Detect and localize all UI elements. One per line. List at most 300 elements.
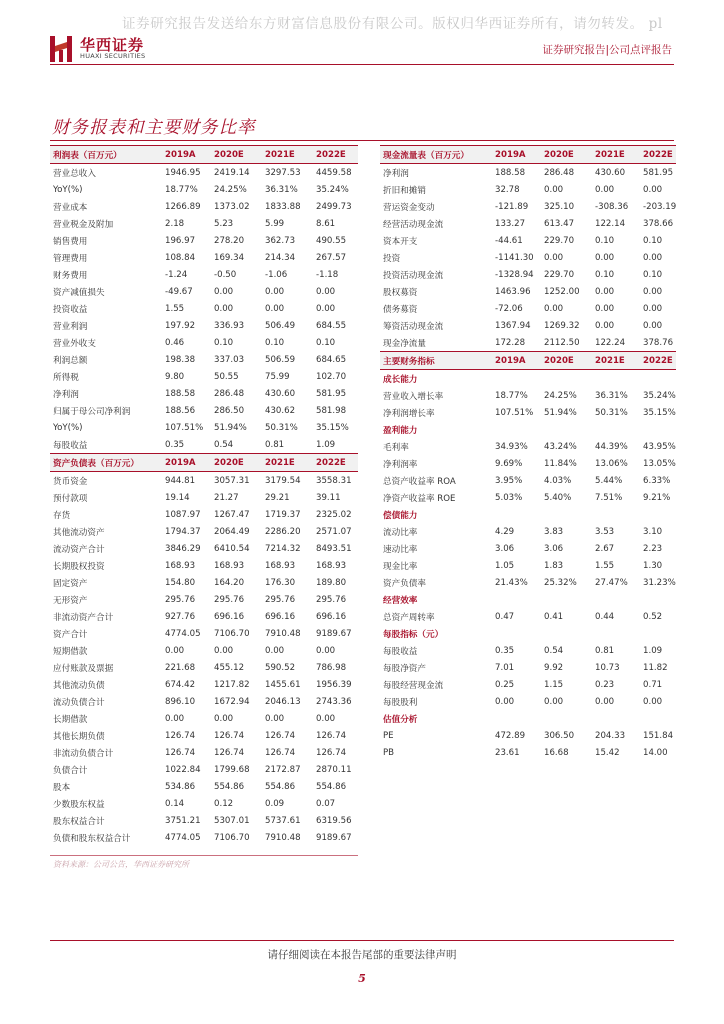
value-cell: 0.00 [595, 184, 615, 195]
table-row [380, 404, 676, 421]
value-cell: 0.00 [643, 320, 663, 331]
value-cell: 0.00 [595, 286, 615, 297]
value-cell: 4459.58 [316, 167, 352, 178]
value-cell: 1455.61 [265, 679, 301, 690]
table-row [50, 489, 358, 506]
value-cell: 286.48 [214, 388, 245, 399]
value-cell: 10.73 [595, 662, 620, 673]
value-cell [592, 370, 640, 388]
table-row [380, 164, 676, 182]
table-row [50, 591, 358, 608]
row-label-cell: 利润总额 [53, 355, 88, 366]
row-label-cell: 股东权益合计 [53, 816, 105, 827]
value-cell: 21.43% [495, 577, 528, 588]
value-cell: 1719.37 [265, 509, 301, 520]
table-row [380, 574, 676, 591]
value-cell: 278.20 [214, 235, 245, 246]
value-cell: 2020E [541, 146, 592, 164]
row-label-cell: 每股收益 [53, 440, 88, 451]
value-cell: 1946.95 [165, 167, 201, 178]
row-label-cell: 营业总收入 [53, 168, 96, 179]
table-row [380, 744, 676, 761]
row-label-cell: 投资收益 [53, 304, 88, 315]
value-cell: 0.10 [643, 235, 663, 246]
value-cell: 0.00 [643, 696, 663, 707]
value-cell: 0.00 [316, 303, 336, 314]
row-label-cell: 总资产收益率 ROA [383, 476, 456, 487]
value-cell: 204.33 [595, 730, 626, 741]
value-cell: 3.53 [595, 526, 615, 537]
value-cell [592, 506, 640, 523]
table-row [50, 761, 358, 778]
table-header-row [50, 146, 358, 164]
value-cell: 126.74 [265, 747, 296, 758]
value-cell: 286.48 [544, 167, 575, 178]
value-cell: 21.27 [214, 492, 239, 503]
value-cell: 4774.05 [165, 628, 201, 639]
value-cell: 2019A [492, 352, 541, 370]
value-cell: 1252.00 [544, 286, 580, 297]
value-cell [640, 710, 676, 727]
brand-name-cn: 华西证券 [80, 36, 145, 54]
table-header-row [380, 352, 676, 370]
row-label-cell: 股权募资 [383, 287, 418, 298]
value-cell: -1328.94 [495, 269, 534, 280]
value-cell: 2325.02 [316, 509, 352, 520]
table-row [380, 540, 676, 557]
value-cell: 8.61 [316, 218, 336, 229]
table-row [50, 300, 358, 317]
value-cell [640, 591, 676, 608]
value-cell: 896.10 [165, 696, 196, 707]
row-label-cell: 净利润增长率 [383, 408, 435, 419]
value-cell [592, 421, 640, 438]
value-cell: 0.10 [316, 337, 336, 348]
table-row [50, 744, 358, 761]
value-cell: 0.00 [544, 696, 564, 707]
value-cell [592, 710, 640, 727]
row-label-cell: 资产合计 [53, 629, 88, 640]
value-cell: 4774.05 [165, 832, 201, 843]
row-label-cell: 非流动负债合计 [53, 748, 114, 759]
value-cell: 164.20 [214, 577, 245, 588]
value-cell: 3.83 [544, 526, 564, 537]
table-row [380, 198, 676, 215]
value-cell: 2046.13 [265, 696, 301, 707]
value-cell: -308.36 [595, 201, 629, 212]
value-cell: 23.61 [495, 747, 520, 758]
row-label-cell: 固定资产 [53, 578, 88, 589]
row-label-cell: 成长能力 [383, 374, 418, 385]
table-row [50, 659, 358, 676]
table-section-row [380, 370, 676, 388]
value-cell: 0.00 [265, 713, 285, 724]
row-label-cell: 经营活动现金流 [383, 219, 444, 230]
value-cell: 927.76 [165, 611, 196, 622]
row-label-cell: 营运资金变动 [383, 202, 435, 213]
table-section-row [380, 710, 676, 727]
value-cell [541, 421, 592, 438]
value-cell: 0.54 [214, 439, 234, 450]
value-cell: 169.34 [214, 252, 245, 263]
value-cell: 3179.54 [265, 475, 301, 486]
row-label-cell: 偿债能力 [383, 510, 418, 521]
table-row [50, 334, 358, 351]
value-cell: 2.18 [165, 218, 185, 229]
value-cell [492, 370, 541, 388]
value-cell: 1269.32 [544, 320, 580, 331]
row-label-cell: 每股净资产 [383, 663, 426, 674]
brand-name-en: HUAXI SECURITIES [80, 52, 146, 60]
value-cell [541, 370, 592, 388]
value-cell [640, 625, 676, 642]
value-cell: 0.81 [595, 645, 615, 656]
value-cell: 44.39% [595, 441, 628, 452]
table-row [50, 676, 358, 693]
value-cell: 0.35 [165, 439, 185, 450]
value-cell: 176.30 [265, 577, 296, 588]
value-cell: 0.00 [595, 252, 615, 263]
left-financial-table [50, 145, 358, 846]
value-cell: 295.76 [265, 594, 296, 605]
row-label-cell: 其他流动资产 [53, 527, 105, 538]
value-cell: 151.84 [643, 730, 674, 741]
row-label-cell: 利润表（百万元） [50, 146, 162, 164]
table-row [50, 351, 358, 368]
value-cell: -72.06 [495, 303, 523, 314]
value-cell: 0.00 [544, 303, 564, 314]
value-cell: -49.67 [165, 286, 193, 297]
table-row [380, 557, 676, 574]
table-row [380, 300, 676, 317]
value-cell: 0.00 [214, 303, 234, 314]
value-cell: 3846.29 [165, 543, 201, 554]
value-cell: 1799.68 [214, 764, 250, 775]
value-cell: 2022E [313, 454, 358, 472]
value-cell: 36.31% [265, 184, 298, 195]
row-label-cell: 无形资产 [53, 595, 88, 606]
value-cell: 19.14 [165, 492, 190, 503]
value-cell: 15.42 [595, 747, 620, 758]
row-label-cell: 资本开支 [383, 236, 418, 247]
value-cell: 0.00 [265, 303, 285, 314]
table-row [50, 472, 358, 490]
value-cell: 430.60 [595, 167, 626, 178]
value-cell: 0.00 [316, 713, 336, 724]
row-label-cell: 净利润率 [383, 459, 418, 470]
value-cell: 1794.37 [165, 526, 201, 537]
value-cell: 25.32% [544, 577, 577, 588]
row-label-cell: 现金流量表（百万元） [380, 146, 492, 164]
value-cell: 696.16 [214, 611, 245, 622]
row-label-cell: 其他长期负债 [53, 731, 105, 742]
value-cell: 0.00 [643, 184, 663, 195]
value-cell: 126.74 [214, 747, 245, 758]
value-cell: 8493.51 [316, 543, 352, 554]
row-label-cell: 货币资金 [53, 476, 88, 487]
value-cell: 14.00 [643, 747, 668, 758]
value-cell: 2021E [592, 146, 640, 164]
value-cell: 126.74 [165, 747, 196, 758]
value-cell: 1.55 [165, 303, 185, 314]
table-row [380, 215, 676, 232]
row-label-cell: 净利润 [383, 168, 409, 179]
table-row [380, 387, 676, 404]
table-row [50, 419, 358, 436]
value-cell: 2499.73 [316, 201, 352, 212]
value-cell: 107.51% [165, 422, 204, 433]
row-label-cell: 每股指标（元） [383, 629, 444, 640]
value-cell: 0.00 [495, 696, 515, 707]
table-row [50, 249, 358, 266]
value-cell: 5.03% [495, 492, 523, 503]
row-label-cell: 营业外收支 [53, 338, 96, 349]
value-cell [541, 506, 592, 523]
value-cell: 5.23 [214, 218, 234, 229]
value-cell: 0.41 [544, 611, 564, 622]
table-row [50, 523, 358, 540]
value-cell: 506.59 [265, 354, 296, 365]
row-label-cell: 主要财务指标 [380, 352, 492, 370]
value-cell: 613.47 [544, 218, 575, 229]
value-cell: 36.31% [595, 390, 628, 401]
value-cell: 24.25% [214, 184, 247, 195]
table-row [50, 317, 358, 334]
row-label-cell: PB [383, 747, 395, 758]
value-cell: 0.00 [544, 184, 564, 195]
value-cell: 9.92 [544, 662, 564, 673]
row-label-cell: 筹资活动现金流 [383, 321, 444, 332]
value-cell: 168.93 [316, 560, 347, 571]
table-row [380, 438, 676, 455]
value-cell: 506.49 [265, 320, 296, 331]
value-cell: 2172.87 [265, 764, 301, 775]
value-cell: 0.35 [495, 645, 515, 656]
table-row [50, 812, 358, 829]
value-cell: 197.92 [165, 320, 196, 331]
value-cell: 0.00 [265, 286, 285, 297]
row-label-cell: 速动比率 [383, 544, 418, 555]
row-label-cell: 折旧和摊销 [383, 185, 426, 196]
value-cell: 684.55 [316, 320, 347, 331]
value-cell: -44.61 [495, 235, 523, 246]
value-cell: 168.93 [265, 560, 296, 571]
row-label-cell: 资产减值损失 [53, 287, 105, 298]
value-cell: 2020E [211, 454, 262, 472]
value-cell: 6319.56 [316, 815, 352, 826]
value-cell: 6410.54 [214, 543, 250, 554]
value-cell: 102.70 [316, 371, 347, 382]
value-cell: 2743.36 [316, 696, 352, 707]
table-row [380, 334, 676, 352]
value-cell: 0.00 [165, 645, 185, 656]
value-cell [640, 421, 676, 438]
value-cell: 126.74 [316, 730, 347, 741]
value-cell: 126.74 [165, 730, 196, 741]
value-cell: 6.33% [643, 475, 671, 486]
company-logo [50, 34, 200, 62]
row-label-cell: 负债合计 [53, 765, 88, 776]
value-cell: 696.16 [265, 611, 296, 622]
value-cell: 295.76 [214, 594, 245, 605]
value-cell: 3751.21 [165, 815, 201, 826]
value-cell: 188.56 [165, 405, 196, 416]
row-label-cell: 现金比率 [383, 561, 418, 572]
value-cell: 50.55 [214, 371, 239, 382]
table-row [50, 540, 358, 557]
value-cell: 43.95% [643, 441, 676, 452]
table-section-row [380, 591, 676, 608]
value-cell: 1.09 [316, 439, 336, 450]
table-row [380, 659, 676, 676]
value-cell: 122.14 [595, 218, 626, 229]
value-cell: 2019A [492, 146, 541, 164]
table-row [50, 215, 358, 232]
table-section-row [380, 421, 676, 438]
table-row [380, 266, 676, 283]
value-cell: 378.66 [643, 218, 674, 229]
table-row [50, 283, 358, 300]
value-cell: 24.25% [544, 390, 577, 401]
table-row [50, 506, 358, 523]
table-header-row [50, 454, 358, 472]
value-cell [640, 506, 676, 523]
watermark-text: 证券研究报告发送给东方财富信息股份有限公司。版权归华西证券所有，请勿转发。 pl [122, 16, 663, 32]
value-cell: 168.93 [165, 560, 196, 571]
value-cell: 286.50 [214, 405, 245, 416]
value-cell: 122.24 [595, 337, 626, 348]
value-cell: 3558.31 [316, 475, 352, 486]
value-cell [640, 370, 676, 388]
value-cell: 0.00 [595, 320, 615, 331]
value-cell: 0.00 [214, 645, 234, 656]
value-cell: 126.74 [265, 730, 296, 741]
value-cell: 0.00 [165, 713, 185, 724]
value-cell [492, 625, 541, 642]
value-cell: 5737.61 [265, 815, 301, 826]
value-cell [492, 591, 541, 608]
table-row [380, 181, 676, 198]
value-cell: 306.50 [544, 730, 575, 741]
value-cell: 7910.48 [265, 832, 301, 843]
value-cell: 35.24% [316, 184, 349, 195]
row-label-cell: 其他流动负债 [53, 680, 105, 691]
value-cell: 9.69% [495, 458, 523, 469]
value-cell: 189.80 [316, 577, 347, 588]
row-label-cell: 经营效率 [383, 595, 418, 606]
value-cell: 0.00 [316, 645, 336, 656]
header-divider [50, 64, 674, 65]
value-cell [541, 591, 592, 608]
value-cell: 472.89 [495, 730, 526, 741]
value-cell: 0.00 [214, 713, 234, 724]
value-cell [592, 625, 640, 642]
value-cell: 1.05 [495, 560, 515, 571]
table-row [50, 198, 358, 215]
row-label-cell: 存货 [53, 510, 71, 521]
value-cell: 11.84% [544, 458, 577, 469]
value-cell: 1367.94 [495, 320, 531, 331]
table-row [380, 232, 676, 249]
value-cell: 188.58 [165, 388, 196, 399]
value-cell: 7.51% [595, 492, 623, 503]
row-label-cell: 现金净流量 [383, 338, 426, 349]
value-cell: 107.51% [495, 407, 534, 418]
row-label-cell: 毛利率 [383, 442, 409, 453]
table-row [50, 402, 358, 419]
value-cell: 5.99 [265, 218, 285, 229]
value-cell: 2019A [162, 146, 211, 164]
value-cell: 0.00 [265, 645, 285, 656]
value-cell: 3.10 [643, 526, 663, 537]
value-cell: -1.18 [316, 269, 339, 280]
value-cell: 2.23 [643, 543, 663, 554]
value-cell: 0.10 [595, 235, 615, 246]
value-cell: 534.86 [165, 781, 196, 792]
value-cell: 0.00 [595, 696, 615, 707]
row-label-cell: 资产负债率 [383, 578, 426, 589]
table-row [380, 317, 676, 334]
value-cell: 7910.48 [265, 628, 301, 639]
row-label-cell: 短期借款 [53, 646, 88, 657]
value-cell: 4.03% [544, 475, 572, 486]
value-cell: 5.40% [544, 492, 572, 503]
value-cell: 1463.96 [495, 286, 531, 297]
value-cell: 2022E [313, 146, 358, 164]
value-cell [541, 710, 592, 727]
row-label-cell: YoY(%) [53, 422, 83, 433]
value-cell: 27.47% [595, 577, 628, 588]
table-row [380, 693, 676, 710]
value-cell: 168.93 [214, 560, 245, 571]
value-cell: 0.00 [544, 252, 564, 263]
table-row [50, 727, 358, 744]
value-cell: 1022.84 [165, 764, 201, 775]
value-cell: 0.46 [165, 337, 185, 348]
value-cell: 581.95 [643, 167, 674, 178]
value-cell: 2.67 [595, 543, 615, 554]
value-cell: 2571.07 [316, 526, 352, 537]
value-cell: 3.06 [495, 543, 515, 554]
value-cell: 7106.70 [214, 628, 250, 639]
value-cell: 31.23% [643, 577, 676, 588]
row-label-cell: 销售费用 [53, 236, 88, 247]
row-label-cell: 流动负债合计 [53, 697, 105, 708]
value-cell: 0.54 [544, 645, 564, 656]
table-row [380, 283, 676, 300]
row-label-cell: 资产负债表（百万元） [50, 454, 162, 472]
value-cell: 0.00 [643, 303, 663, 314]
row-label-cell: 长期股权投资 [53, 561, 105, 572]
value-cell: 2112.50 [544, 337, 580, 348]
value-cell: 5307.01 [214, 815, 250, 826]
value-cell: 0.10 [265, 337, 285, 348]
value-cell: 0.10 [214, 337, 234, 348]
value-cell: 9.80 [165, 371, 185, 382]
row-label-cell: 流动比率 [383, 527, 418, 538]
value-cell: 1267.47 [214, 509, 250, 520]
value-cell: 0.71 [643, 679, 663, 690]
value-cell: 9.21% [643, 492, 671, 503]
table-row [50, 181, 358, 198]
table-row [50, 829, 358, 846]
value-cell: 221.68 [165, 662, 196, 673]
value-cell: 362.73 [265, 235, 296, 246]
value-cell: 75.99 [265, 371, 290, 382]
table-row [380, 676, 676, 693]
value-cell: 2419.14 [214, 167, 250, 178]
value-cell: 2020E [211, 146, 262, 164]
